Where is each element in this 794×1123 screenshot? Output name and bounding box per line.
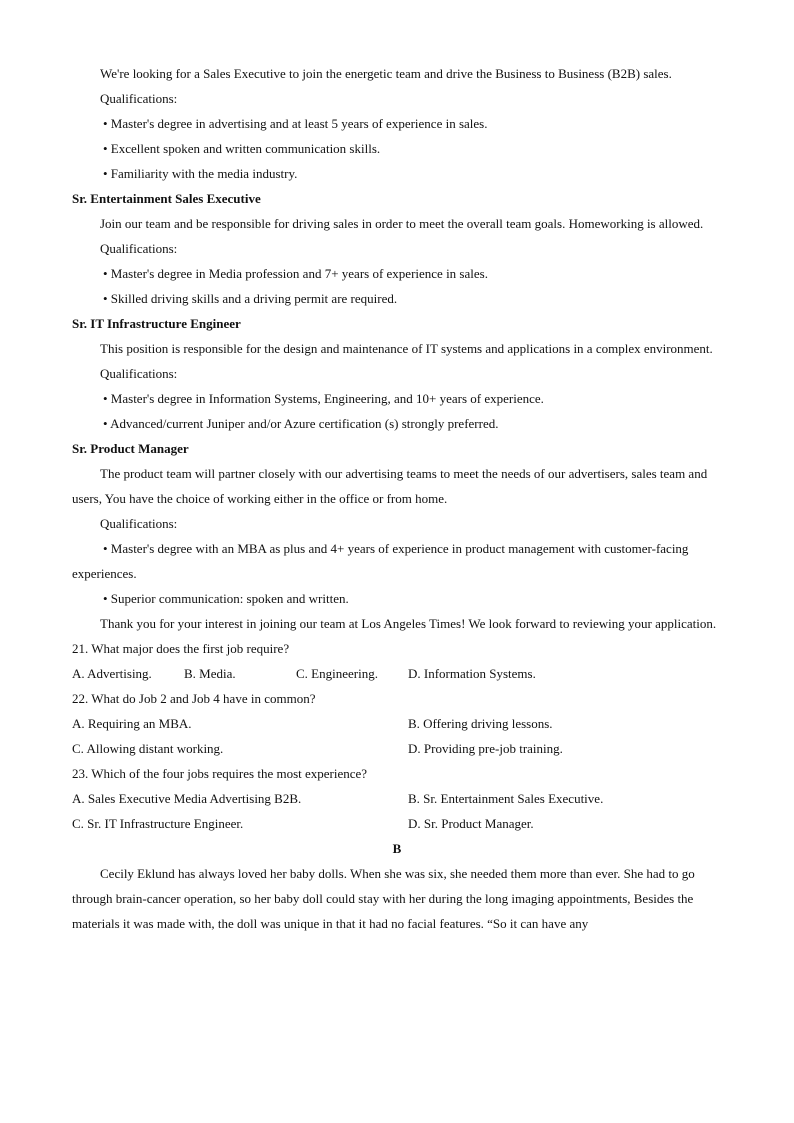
question-22-options-row1 — [72, 711, 722, 736]
option-d: D. Information Systems. — [408, 666, 536, 681]
job2-title: Sr. Entertainment Sales Executive — [72, 191, 261, 206]
job2-description: Join our team and be responsible for driving sales in order to meet the overall team goals. Homeworking is allowed. — [100, 216, 704, 231]
job3-description: This position is responsible for the design and maintenance of IT systems and applications in a complex environment. — [100, 341, 713, 356]
section-b-passage: Cecily Eklund has always loved her baby dolls. When she was six, she needed them more than ever. She had to go through brain-cancer operation, so her baby doll could stay with her during the long imaging appointments, Besides the materials it was made with, the doll was unique in that it had no facial features. “So it can have any — [72, 866, 695, 931]
option-a: A. Sales Executive Media Advertising B2B. — [72, 791, 302, 806]
question-21-stem: 21. What major does the first job require? — [72, 641, 290, 656]
job4-description: The product team will partner closely with our advertising teams to meet the needs of our advertisers, sales team and users, You have the choice of working either in the office or from home. — [72, 466, 708, 506]
job3-title: Sr. IT Infrastructure Engineer — [72, 316, 241, 331]
job3-qualifications-label: Qualifications: — [100, 366, 178, 381]
option-c: C. Sr. IT Infrastructure Engineer. — [72, 816, 244, 831]
job2-qualification: • Skilled driving skills and a driving permit are required. — [103, 291, 398, 306]
job1-description: We're looking for a Sales Executive to join the energetic team and drive the Business to Business (B2B) sales. — [100, 66, 672, 81]
job4-qualifications-label: Qualifications: — [100, 516, 178, 531]
job2-qualification: • Master's degree in Media profession and 7+ years of experience in sales. — [103, 266, 488, 281]
option-d: D. Sr. Product Manager. — [408, 816, 534, 831]
job1-qualification: • Familiarity with the media industry. — [103, 166, 298, 181]
document-page — [72, 61, 722, 936]
option-d: D. Providing pre-job training. — [408, 741, 563, 756]
job1-qualification: • Excellent spoken and written communication skills. — [103, 141, 381, 156]
option-a: A. Requiring an MBA. — [72, 716, 192, 731]
question-23-options-row2 — [72, 811, 722, 836]
question-23-options-row1 — [72, 786, 722, 811]
job1-qualification: • Master's degree in advertising and at least 5 years of experience in sales. — [103, 116, 488, 131]
option-b: B. Media. — [184, 666, 236, 681]
section-b-heading: B — [392, 841, 402, 856]
question-21-options — [72, 661, 722, 686]
job1-qualifications-label: Qualifications: — [100, 91, 178, 106]
job3-qualification: • Master's degree in Information Systems, Engineering, and 10+ years of experience. — [103, 391, 544, 406]
option-c: C. Engineering. — [296, 666, 378, 681]
closing-paragraph: Thank you for your interest in joining our team at Los Angeles Times! We look forward to reviewing your application. — [100, 616, 717, 631]
job2-qualifications-label: Qualifications: — [100, 241, 178, 256]
option-c: C. Allowing distant working. — [72, 741, 224, 756]
job4-qualification: • Superior communication: spoken and written. — [103, 591, 349, 606]
job4-qualification: • Master's degree with an MBA as plus and 4+ years of experience in product management with customer-facing experiences. — [72, 541, 689, 581]
job4-title: Sr. Product Manager — [72, 441, 189, 456]
job3-qualification: • Advanced/current Juniper and/or Azure certification (s) strongly preferred. — [103, 416, 499, 431]
option-b: B. Sr. Entertainment Sales Executive. — [408, 791, 604, 806]
question-22-stem: 22. What do Job 2 and Job 4 have in common? — [72, 691, 316, 706]
option-a: A. Advertising. — [72, 666, 152, 681]
question-23-stem: 23. Which of the four jobs requires the most experience? — [72, 766, 368, 781]
option-b: B. Offering driving lessons. — [408, 716, 553, 731]
question-22-options-row2 — [72, 736, 722, 761]
